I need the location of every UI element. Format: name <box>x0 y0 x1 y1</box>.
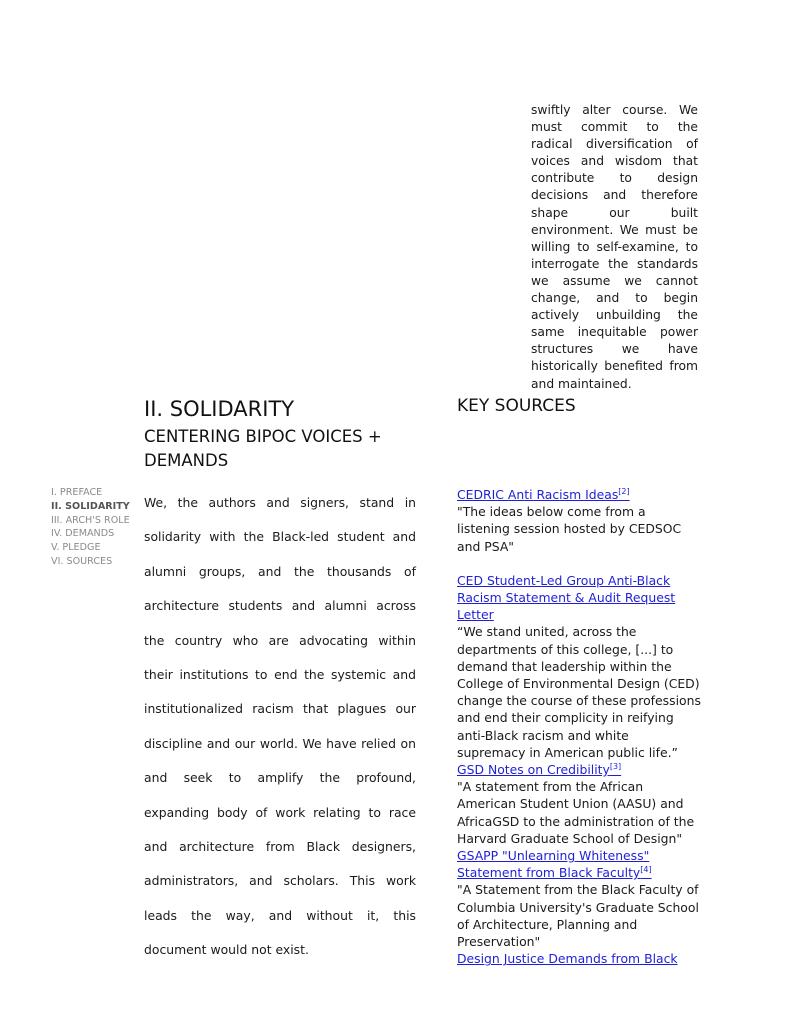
table-of-contents <box>51 486 130 569</box>
source-description: "The ideas below come from a listening session hosted by CEDSOC and PSA" <box>457 504 682 554</box>
footnote-ref[interactable]: [2] <box>618 486 630 496</box>
source-description: "A statement from the African American Student Union (AASU) and AfricaGSD to the administration of the Harvard Graduate School of Design" <box>457 779 695 846</box>
key-sources-list <box>457 486 701 967</box>
toc-item-demands[interactable]: IV. DEMANDS <box>51 528 115 540</box>
key-sources-title: KEY SOURCES <box>457 396 576 416</box>
section-title: II. SOLIDARITY <box>144 397 295 421</box>
source-description: “We stand united, across the departments of this college, [...] to demand that leadership within the College of Environmental Design (CED) change the course of these professions and end their complicity in reifying anti-Black racism and white supremacy in American public life.” <box>457 624 701 760</box>
toc-item-archs-role[interactable]: III. ARCH'S ROLE <box>51 514 130 526</box>
source-item <box>457 950 701 967</box>
source-link-ced-statement[interactable]: CED Student-Led Group Anti-Black Racism Statement & Audit Request Letter <box>457 572 676 623</box>
solidarity-body-text: We, the authors and signers, stand in solidarity with the Black-led student and alumni groups, and the thousands of architecture students and alumni across the country who are advocating within their institutions to end the systemic and institutionalized racism that plagues our discipline and our world. We have relied on and seek to amplify the profound, expanding body of work relating to race and architecture from Black designers, administrators, and scholars. This work leads the way, and without it, this document would not exist. <box>144 495 416 958</box>
source-item <box>457 761 701 847</box>
toc-item-sources[interactable]: VI. SOURCES <box>51 555 113 567</box>
toc-item-preface[interactable]: I. PREFACE <box>51 487 103 498</box>
source-link-gsapp-statement[interactable]: GSAPP "Unlearning Whiteness" Statement from Black Faculty[4] <box>457 848 652 881</box>
source-item <box>457 847 701 950</box>
source-item <box>457 486 701 555</box>
footnote-ref[interactable]: [4] <box>640 865 652 875</box>
source-link-cedric[interactable]: CEDRIC Anti Racism Ideas[2] <box>457 486 630 502</box>
source-link-design-justice[interactable]: Design Justice Demands from Black <box>457 951 678 967</box>
intro-paragraph: swiftly alter course. We must commit to the radical diversification of voices and wisdom that contribute to design decisions and therefore shape our built environment. We must be willing to self-examine, to interrogate the standards we assume we cannot change, and to begin actively unbuilding the same inequitable power structures we have historically benefited from and maintained. <box>531 103 698 391</box>
source-link-gsd-notes[interactable]: GSD Notes on Credibility[3] <box>457 761 622 778</box>
section-subtitle: CENTERING BIPOC VOICES + DEMANDS <box>144 427 382 470</box>
footnote-ref[interactable]: [3] <box>609 761 622 771</box>
toc-item-solidarity[interactable]: II. SOLIDARITY <box>51 500 130 512</box>
toc-item-pledge[interactable]: V. PLEDGE <box>51 542 101 554</box>
source-description: "A Statement from the Black Faculty of Columbia University's Graduate School of Architecture, Planning and Preservation" <box>457 882 699 950</box>
source-item <box>457 572 701 761</box>
